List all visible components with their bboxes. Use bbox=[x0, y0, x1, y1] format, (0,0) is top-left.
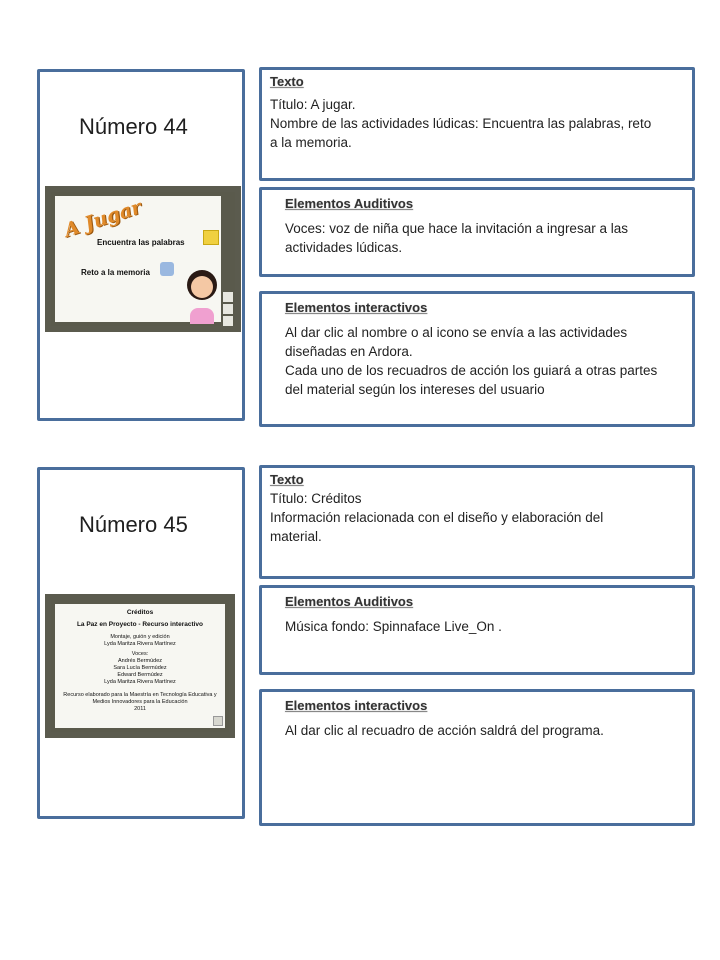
interactivos-line: del material según los intereses del usuario bbox=[285, 382, 545, 397]
slide-44-number: Número 44 bbox=[79, 114, 188, 139]
texto-heading: Texto bbox=[270, 74, 304, 89]
exit-icon bbox=[213, 716, 223, 726]
credits-line: Andrés Bermúdez bbox=[117, 658, 163, 664]
slide-45-number: Número 45 bbox=[79, 512, 188, 537]
credits-line: Montaje, guión y edición bbox=[110, 634, 170, 640]
interactivos-heading: Elementos interactivos bbox=[285, 300, 428, 315]
credits-title: Créditos bbox=[126, 609, 154, 616]
thumbnail-option-find-words: Encuentra las palabras bbox=[97, 238, 185, 247]
thumbnail-option-memory: Reto a la memoria bbox=[81, 268, 150, 277]
slide-44-interactivos-box bbox=[259, 291, 695, 427]
credits-line: Lyda Maritza Rivera Martínez bbox=[104, 641, 176, 647]
slide-45-card bbox=[37, 467, 245, 819]
sticky-note-icon bbox=[203, 230, 219, 245]
credits-line: Sara Lucía Bermúdez bbox=[113, 665, 167, 671]
credits-screen bbox=[55, 604, 225, 728]
auditivos-line: actividades lúdicas. bbox=[285, 240, 403, 255]
thumbnail-title: A Jugar bbox=[61, 196, 145, 242]
auditivos-body bbox=[285, 219, 682, 257]
texto-line: Información relacionada con el diseño y elaboración del bbox=[270, 510, 604, 525]
interactivos-line: Al dar clic al recuadro de acción saldrá del programa. bbox=[285, 723, 604, 738]
slide-45-thumbnail bbox=[45, 594, 235, 738]
interactivos-body bbox=[285, 323, 682, 399]
texto-line: Título: Créditos bbox=[270, 491, 362, 506]
texto-heading: Texto bbox=[270, 472, 304, 487]
interactivos-line: diseñadas en Ardora. bbox=[285, 344, 413, 359]
auditivos-line: Música fondo: Spinnaface Live_On . bbox=[285, 619, 502, 634]
nav-home-icon bbox=[223, 292, 233, 302]
interactivos-heading: Elementos interactivos bbox=[285, 698, 428, 713]
slide-45-auditivos-box bbox=[259, 585, 695, 675]
texto-body bbox=[270, 95, 682, 152]
interactivos-line: Al dar clic al nombre o al icono se envía a las actividades bbox=[285, 325, 628, 340]
hand-icon bbox=[160, 262, 174, 276]
texto-line: Nombre de las actividades lúdicas: Encuentra las palabras, reto bbox=[270, 116, 652, 131]
auditivos-heading: Elementos Auditivos bbox=[285, 594, 414, 609]
credits-line: 2011 bbox=[134, 706, 146, 712]
auditivos-heading: Elementos Auditivos bbox=[285, 196, 414, 211]
credits-line: Voces: bbox=[131, 651, 149, 657]
thumbnail-screen bbox=[55, 196, 221, 322]
nav-close-icon bbox=[223, 316, 233, 326]
slide-45-texto-box bbox=[259, 465, 695, 579]
slide-44-card bbox=[37, 69, 245, 421]
credits-line: Recurso elaborado para la Maestría en Tecnología Educativa y bbox=[63, 692, 217, 698]
slide-45-interactivos-box bbox=[259, 689, 695, 826]
texto-line: a la memoria. bbox=[270, 135, 352, 150]
slide-44-texto-box bbox=[259, 67, 695, 181]
credits-subtitle: La Paz en Proyecto - Recurso interactivo bbox=[76, 621, 204, 628]
auditivos-line: Voces: voz de niña que hace la invitación a ingresar a las bbox=[285, 221, 628, 236]
texto-line: material. bbox=[270, 529, 322, 544]
credits-line: Medios Innovadores para la Educación bbox=[92, 699, 188, 705]
credits-line: Edward Bermúdez bbox=[117, 672, 163, 678]
slide-44-thumbnail bbox=[45, 186, 241, 332]
girl-body bbox=[190, 308, 214, 324]
credits-line: Lyda Maritza Rivera Martínez bbox=[104, 679, 176, 685]
auditivos-body bbox=[285, 617, 682, 636]
texto-line: Título: A jugar. bbox=[270, 97, 356, 112]
nav-back-icon bbox=[223, 304, 233, 314]
interactivos-body bbox=[285, 721, 682, 740]
slide-44-auditivos-box bbox=[259, 187, 695, 277]
girl-face bbox=[191, 276, 213, 298]
interactivos-line: Cada uno de los recuadros de acción los guiará a otras partes bbox=[285, 363, 658, 378]
texto-body bbox=[270, 489, 682, 546]
